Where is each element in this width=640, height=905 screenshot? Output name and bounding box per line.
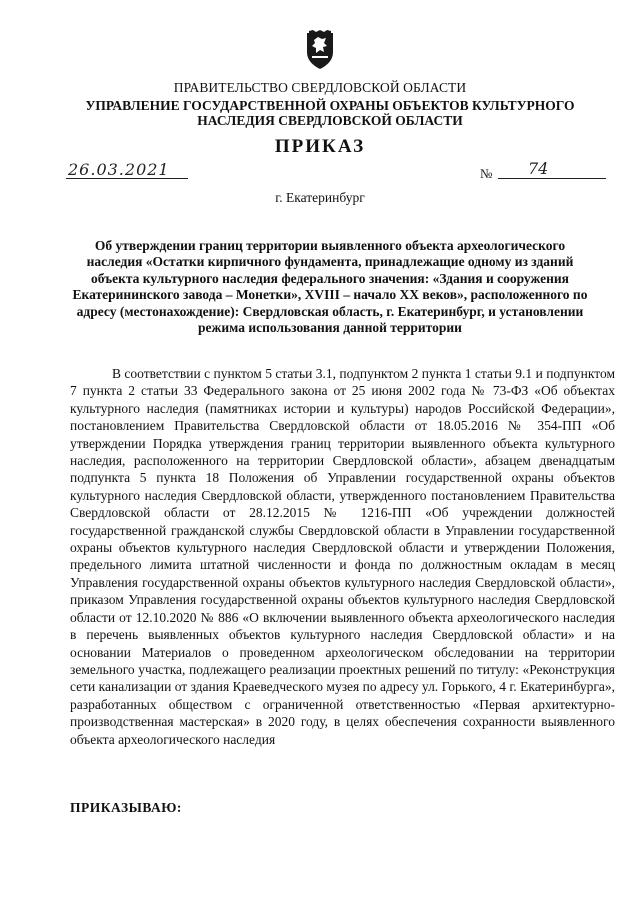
document-subject: Об утверждении границ территории выявленного объекта археологического наследия «Остатки кирпичного фундамента, принадлежащие одному из зданий объекта культурного наследия федерального значения: «Здания и сооружения Екатерининского завода – Монетки», XVIII – начало XX веков», расположенного по адресу (местонахождение): Свердловская область, г. Екатеринбург, и установлении режима использования данной территории <box>72 238 588 336</box>
document-number: 74 <box>528 159 549 178</box>
number-underline <box>498 178 606 179</box>
body-paragraph: В соответствии с пунктом 5 статьи 3.1, подпунктом 2 пункта 1 статьи 9.1 и подпунктом 7 пункта 2 статьи 33 Федерального закона от 25 июня 2002 года № 73-ФЗ «Об объектах культурного наследия (памятниках истории и культуры) народов Российской Федерации», постановлением Правительства Свердловской области от 18.05.2016 № 354-ПП «Об утверждении Порядка утверждения границ территории выявленного объекта культурного наследия, расположенного на территории Свердловской области», абзацем двенадцатым подпункта 5 пункта 18 Положения об Управлении государственной охраны объектов культурного наследия Свердловской области, утвержденного постановлением Правительства Свердловской области от 28.12.2015 № 1216-ПП «Об учреждении должностей государственной гражданской службы Свердловской области в Управлении государственной охраны объектов культурного наследия Свердловской области и утверждении Положения, предельного лимита штатной численности и фонда по должностным окладам в месяц Управления государственной охраны объектов культурного наследия Свердловской области», приказом Управления государственной охраны объектов культурного наследия Свердловской области от 12.10.2020 № 886 «О включении выявленного объекта археологического наследия в перечень выявленных объектов культурного наследия Свердловской области» и на основании Материалов о проведенном археологическом обследовании на территории земельного участка, подлежащего реализации проектных решений по титулу: «Реконструкция сети канализации от здания Краеведческого музея по адресу ул. Горького, 4 г. Екатеринбурга», разработанных обществом с ограниченной ответственностью «Первая архитектурно-производственная мастерская» в 2020 году, в целях обеспечения сохранности выявленного объекта археологического наследия <box>70 366 615 747</box>
city: г. Екатеринбург <box>275 190 365 205</box>
coat-of-arms-icon <box>303 30 337 70</box>
government-name: ПРАВИТЕЛЬСТВО СВЕРДЛОВСКОЙ ОБЛАСТИ <box>173 80 467 95</box>
order-heading: ПРИКАЗЫВАЮ: <box>70 800 182 815</box>
number-label: № <box>480 166 493 181</box>
date-underline <box>66 178 188 179</box>
department-name: УПРАВЛЕНИЕ ГОСУДАРСТВЕННОЙ ОХРАНЫ ОБЪЕКТОВ КУЛЬТУРНОГО НАСЛЕДИЯ СВЕРДЛОВСКОЙ ОБЛАСТИ <box>85 98 575 128</box>
document-type-title: ПРИКАЗ <box>274 136 366 157</box>
document-date: 26.03.2021 <box>68 160 170 179</box>
